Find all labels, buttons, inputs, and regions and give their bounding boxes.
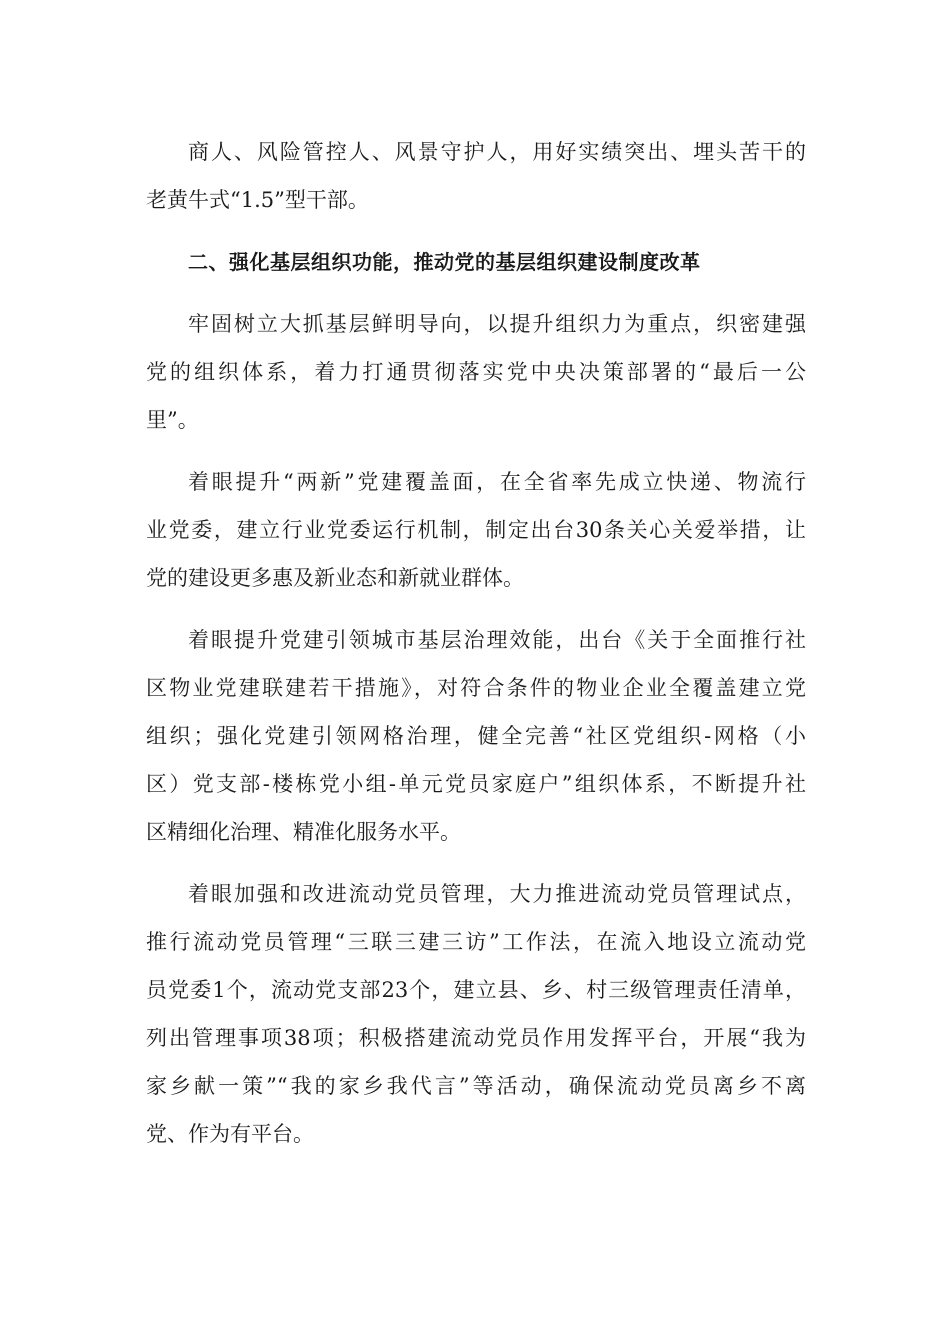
paragraph — [146, 300, 806, 444]
paragraph-line: 党的组织体系，着力打通贯彻落实党中央决策部署的“最后一公 — [146, 360, 806, 384]
paragraph-line: 家乡献一策”“我的家乡我代言”等活动，确保流动党员离乡不离 — [146, 1074, 806, 1098]
paragraph-line: 组织；强化党建引领网格治理，健全完善“社区党组织-网格（小 — [146, 724, 806, 748]
paragraph-line: 里”。 — [146, 408, 199, 432]
paragraph-line: 着眼提升“两新”党建覆盖面，在全省率先成立快递、物流行 — [188, 470, 806, 494]
paragraph — [146, 870, 806, 1158]
paragraph-line: 党的建设更多惠及新业态和新就业群体。 — [146, 566, 524, 590]
paragraph-line: 推行流动党员管理“三联三建三访”工作法，在流入地设立流动党 — [146, 930, 806, 954]
paragraph-line: 员党委1个，流动党支部23个，建立县、乡、村三级管理责任清单， — [146, 978, 806, 1002]
paragraph-line: 列出管理事项38项；积极搭建流动党员作用发挥平台，开展“我为 — [146, 1026, 806, 1050]
paragraph-line: 区物业党建联建若干措施》，对符合条件的物业企业全覆盖建立党 — [146, 676, 806, 700]
paragraph — [146, 616, 806, 856]
paragraph-line: 老黄牛式“1.5”型干部。 — [146, 188, 369, 212]
paragraph-line: 牢固树立大抓基层鲜明导向，以提升组织力为重点，织密建强 — [188, 312, 806, 336]
section-heading-text: 二、强化基层组织功能，推动党的基层组织建设制度改革 — [188, 250, 701, 274]
paragraph-line: 区精细化治理、精准化服务水平。 — [146, 820, 461, 844]
paragraph — [146, 458, 806, 602]
paragraph-line: 商人、风险管控人、风景守护人，用好实绩突出、埋头苦干的 — [188, 140, 806, 164]
paragraph-line: 区）党支部-楼栋党小组-单元党员家庭户”组织体系，不断提升社 — [146, 772, 806, 796]
paragraph-line: 党、作为有平台。 — [146, 1122, 314, 1146]
document-body — [146, 128, 806, 1158]
paragraph-line: 着眼加强和改进流动党员管理，大力推进流动党员管理试点， — [188, 882, 806, 906]
section-heading — [146, 238, 806, 286]
paragraph-line: 着眼提升党建引领城市基层治理效能，出台《关于全面推行社 — [188, 628, 806, 652]
continuation-paragraph — [146, 128, 806, 224]
paragraph-line: 业党委，建立行业党委运行机制，制定出台30条关心关爱举措，让 — [146, 518, 806, 542]
